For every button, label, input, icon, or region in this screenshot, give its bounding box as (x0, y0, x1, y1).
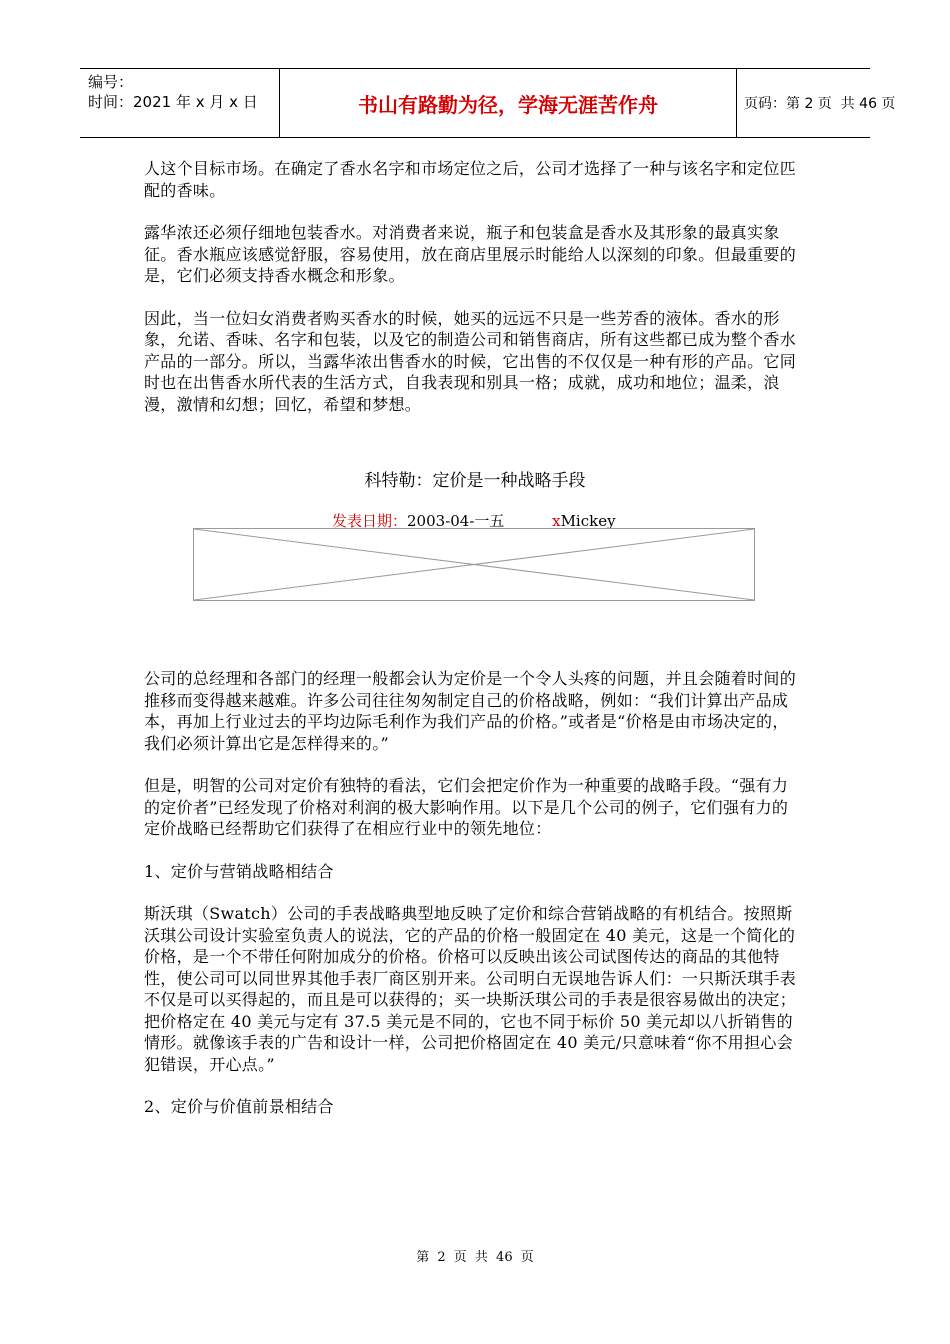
article-title: 科特勒：定价是一种战略手段 (364, 471, 586, 491)
section-heading: 1、定价与营销战略相结合 (144, 861, 334, 881)
section-heading: 2、定价与价值前景相结合 (144, 1097, 334, 1116)
author-prefix: x (552, 512, 561, 530)
date-label: 发表日期： (332, 512, 408, 530)
page-footer: 第 2 页 共 46 页 (416, 1250, 534, 1265)
author-name: Mickey (560, 512, 616, 530)
paragraph: 因此，当一位妇女消费者购买香水的时候，她买的远远不只是一些芳香的液体。香水的形象，允诺、香味、名字和包装，以及它的制造公司和销售商店，所有这些都已成为整个香水产品的一部分。所以，当露华浓出售香水的时候，它出售的不仅仅是一种有形的产品。它同时也在出售香水所代表的生活方式，自我表现和别具一格；成就，成功和地位；温柔，浪漫，激情和幻想；回忆，希望和梦想。 (144, 308, 797, 414)
number-label: 编号： (88, 73, 134, 91)
time-label: 时间：2021 年 x 月 x 日 (88, 93, 258, 111)
header-motto: 书山有路勤为径，学海无涯苦作舟 (280, 69, 737, 137)
page-header (80, 68, 896, 138)
paragraph: 但是，明智的公司对定价有独特的看法，它们会把定价作为一种重要的战略手段。“强有力的定价者”已经发现了价格对利润的极大影响作用。以下是几个公司的例子，它们强有力的定价战略已经帮助它们获得了在相应行业中的领先地位： (144, 776, 789, 838)
date-value: 2003-04-一五 (407, 512, 505, 530)
paragraph: 公司的总经理和各部门的经理一般都会认为定价是一个令人头疼的问题，并且会随着时间的推移而变得越来越难。许多公司往往匆匆制定自己的价格战略，例如：“我们计算出产品成本，再加上行业过去的平均边际毛利作为我们产品的价格。”或者是“价格是由市场决定的，我们必须计算出它是怎样得来的。” (144, 669, 797, 753)
broken-image-placeholder (193, 528, 755, 601)
image-placeholder-cross-icon (194, 529, 754, 600)
paragraph: 斯沃琪（Swatch）公司的手表战略典型地反映了定价和综合营销战略的有机结合。按照斯沃琪公司设计实验室负责人的说法，它的产品的价格一般固定在 40 美元，这是一个简化的价格，是一个不带任何附加成分的价格。价格可以反映出该公司试图传达的商品的其他特性，使公司可以同世界其他手表厂商区别开来。公司明白无误地告诉人们：一只斯沃琪手表不仅是可以买得起的，而且是可以获得的；买一块斯沃琪公司的手表是很容易做出的决定；把价格定在 40 美元与定有 37.5 美元是不同的，它也不同于标价 50 美元却以八折销售的情形。就像该手表的广告和设计一样，公司把价格固定在 40 美元/只意味着“你不用担心会犯错误，开心点。” (144, 904, 797, 1074)
header-meta (80, 69, 280, 137)
paragraph: 人这个目标市场。在确定了香水名字和市场定位之后，公司才选择了一种与该名字和定位匹配的香味。 (144, 159, 797, 200)
paragraph: 露华浓还必须仔细地包装香水。对消费者来说，瓶子和包装盒是香水及其形象的最真实象征。香水瓶应该感觉舒服，容易使用，放在商店里展示时能给人以深刻的印象。但最重要的是，它们必须支持香水概念和形象。 (144, 223, 797, 285)
body-section-bottom (144, 668, 804, 1118)
header-page-number (737, 69, 896, 137)
page-label: 页码：第 2 页 共 46 页 (744, 96, 896, 112)
body-section-top (144, 158, 804, 415)
